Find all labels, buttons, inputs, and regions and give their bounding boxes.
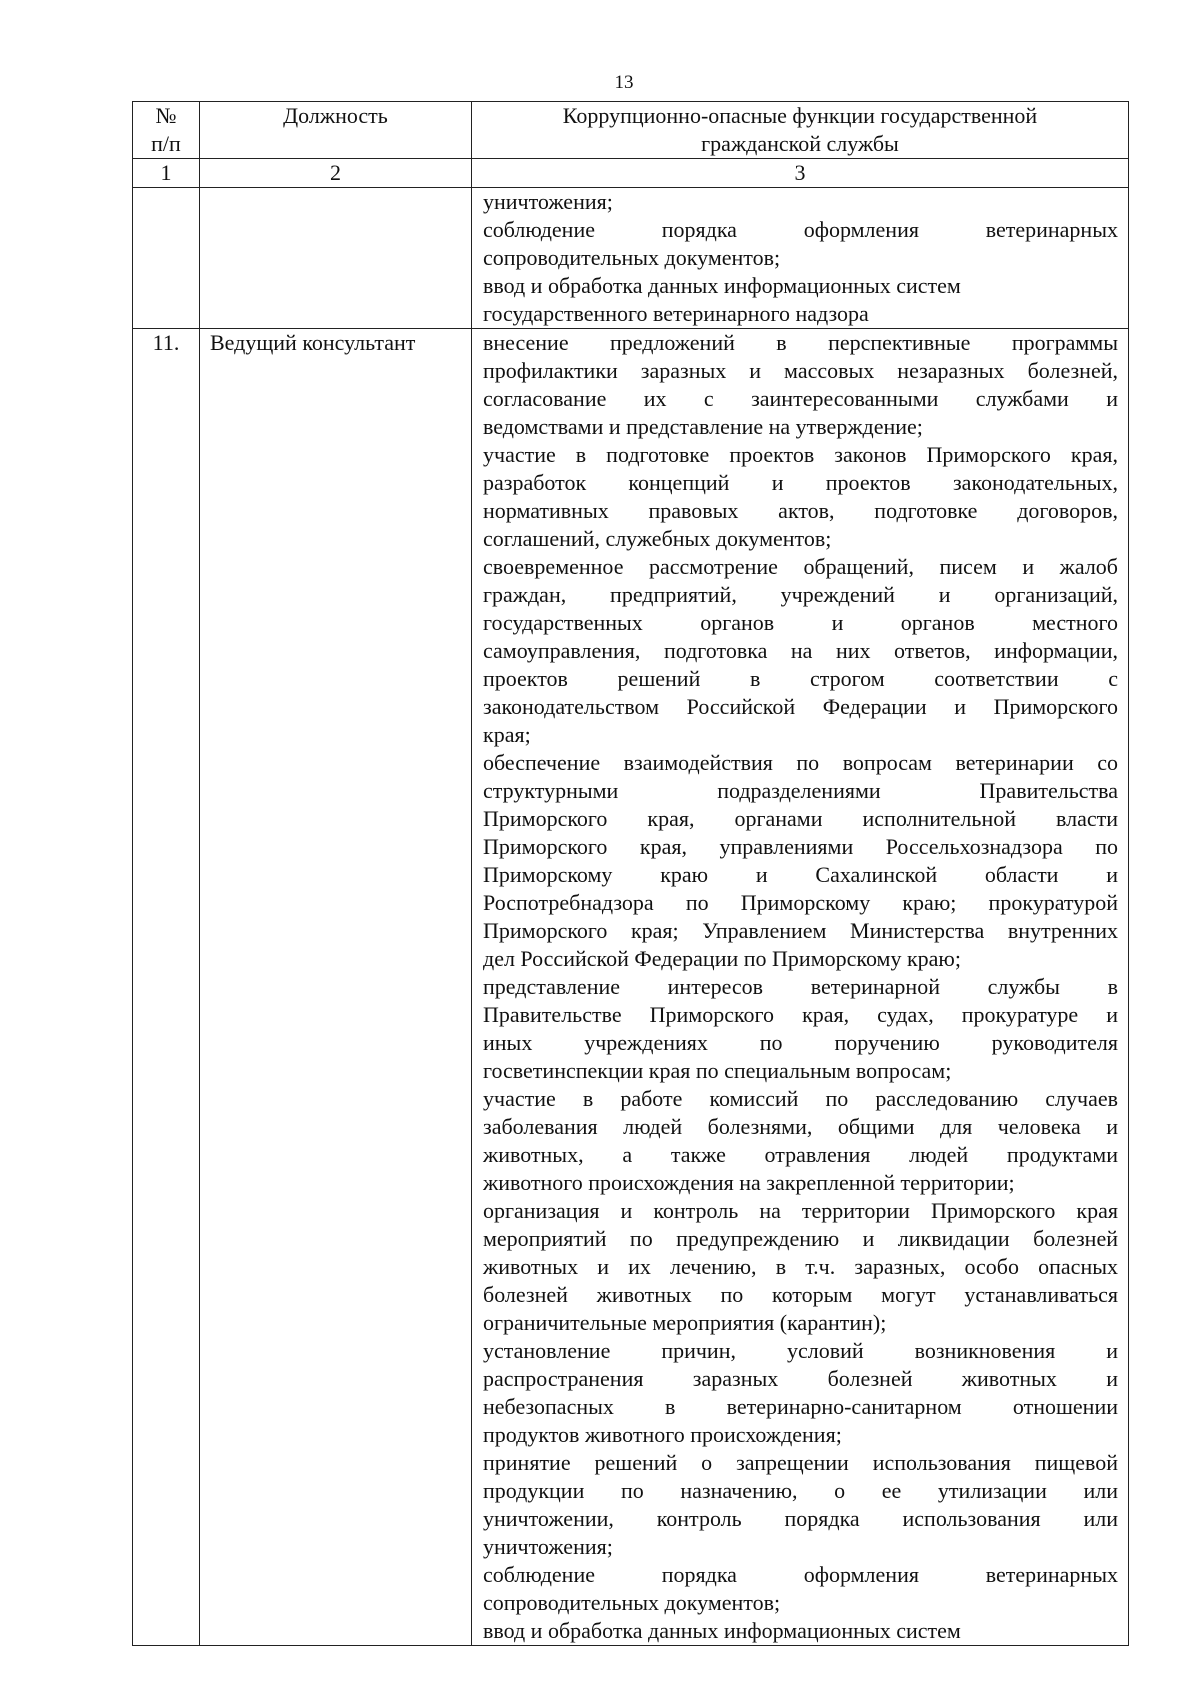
- function-line: соблюдение порядка оформления ветеринарных: [483, 1562, 1118, 1587]
- function-line: ведомствами и представление на утверждение;: [483, 414, 923, 439]
- function-line: распространения заразных болезней животных и: [483, 1366, 1118, 1391]
- function-line: принятие решений о запрещении использования пищевой: [483, 1450, 1118, 1475]
- header-number: [133, 102, 200, 159]
- function-line: заболевания людей болезнями, общими для человека и: [483, 1114, 1118, 1139]
- function-line: иных учреждениях по поручению руководителя: [483, 1030, 1118, 1055]
- page-number: 13: [614, 72, 634, 93]
- function-line: соблюдение порядка оформления ветеринарных: [483, 217, 1118, 242]
- function-line: самоуправления, подготовка на них ответов, информации,: [483, 638, 1118, 663]
- function-line: дел Российской Федерации по Приморскому краю;: [483, 946, 961, 971]
- function-line: участие в подготовке проектов законов Приморского края,: [483, 442, 1118, 467]
- header-position-label: Должность: [283, 103, 388, 128]
- function-line: государственных органов и органов местного: [483, 610, 1118, 635]
- function-line: Приморского края, управлениями Россельхознадзора по: [483, 834, 1118, 859]
- header-functions-line1: Коррупционно-опасные функции государственной: [562, 103, 1038, 128]
- function-line: уничтожения;: [483, 1534, 613, 1559]
- function-line: структурными подразделениями Правительства: [483, 778, 1118, 803]
- function-line: согласование их с заинтересованными службами и: [483, 386, 1118, 411]
- header-number-line1: №: [155, 103, 177, 128]
- table-row: [133, 188, 1129, 329]
- row-number: [133, 188, 200, 329]
- function-line: мероприятий по предупреждению и ликвидации болезней: [483, 1226, 1118, 1251]
- function-line: нормативных правовых актов, подготовке договоров,: [483, 498, 1118, 523]
- function-line: установление причин, условий возникновения и: [483, 1338, 1118, 1363]
- function-line: представление интересов ветеринарной службы в: [483, 974, 1118, 999]
- function-line: продукции по назначению, о ее утилизации или: [483, 1478, 1118, 1503]
- header-number-line2: п/п: [151, 131, 181, 156]
- function-line: животных, а также отравления людей продуктами: [483, 1142, 1118, 1167]
- column-number-3: 3: [472, 159, 1129, 188]
- function-line: уничтожения;: [483, 189, 613, 214]
- row-position: [200, 188, 472, 329]
- header-position: [200, 102, 472, 159]
- function-line: обеспечение взаимодействия по вопросам ветеринарии со: [483, 750, 1118, 775]
- column-number-2: 2: [200, 159, 472, 188]
- row-functions: [472, 188, 1129, 329]
- function-line: разработок концепций и проектов законодательных,: [483, 470, 1118, 495]
- column-number-row: [133, 159, 1129, 188]
- function-line: небезопасных в ветеринарно-санитарном отношении: [483, 1394, 1118, 1419]
- row-functions: [472, 329, 1129, 1646]
- function-line: профилактики заразных и массовых незаразных болезней,: [483, 358, 1118, 383]
- function-line: своевременное рассмотрение обращений, писем и жалоб: [483, 554, 1118, 579]
- function-line: организация и контроль на территории Приморского края: [483, 1198, 1118, 1223]
- table-body: [133, 188, 1129, 1646]
- corruption-functions-table: [132, 101, 1129, 1646]
- function-line: Роспотребнадзора по Приморскому краю; прокуратурой: [483, 890, 1118, 915]
- function-line: края;: [483, 722, 531, 747]
- table-row: [133, 329, 1129, 1646]
- table-header-row: [133, 102, 1129, 159]
- function-line: законодательством Российской Федерации и Приморского: [483, 694, 1118, 719]
- function-line: продуктов животного происхождения;: [483, 1422, 842, 1447]
- function-line: животного происхождения на закрепленной территории;: [483, 1170, 1015, 1195]
- function-line: ограничительные мероприятия (карантин);: [483, 1310, 887, 1335]
- function-line: Правительстве Приморского края, судах, прокуратуре и: [483, 1002, 1118, 1027]
- header-functions-line2: гражданской службы: [701, 131, 899, 156]
- function-line: сопроводительных документов;: [483, 1590, 781, 1615]
- function-line: болезней животных по которым могут устанавливаться: [483, 1282, 1118, 1307]
- function-line: животных и их лечению, в т.ч. заразных, особо опасных: [483, 1254, 1118, 1279]
- function-line: ввод и обработка данных информационных систем: [483, 1618, 961, 1643]
- function-line: уничтожении, контроль порядка использования или: [483, 1506, 1118, 1531]
- function-line: Приморского края; Управлением Министерства внутренних: [483, 918, 1118, 943]
- function-line: Приморского края, органами исполнительной власти: [483, 806, 1118, 831]
- function-line: Приморскому краю и Сахалинской области и: [483, 862, 1118, 887]
- function-line: участие в работе комиссий по расследованию случаев: [483, 1086, 1118, 1111]
- function-line: граждан, предприятий, учреждений и организаций,: [483, 582, 1118, 607]
- row-number: 11.: [133, 329, 200, 1646]
- function-line: государственного ветеринарного надзора: [483, 301, 869, 326]
- function-line: госветинспекции края по специальным вопросам;: [483, 1058, 952, 1083]
- header-functions: [472, 102, 1129, 159]
- function-line: проектов решений в строгом соответствии с: [483, 666, 1118, 691]
- column-number-1: 1: [133, 159, 200, 188]
- function-line: сопроводительных документов;: [483, 245, 781, 270]
- function-line: внесение предложений в перспективные программы: [483, 330, 1118, 355]
- function-line: ввод и обработка данных информационных систем: [483, 273, 961, 298]
- row-position: Ведущий консультант: [200, 329, 472, 1646]
- function-line: соглашений, служебных документов;: [483, 526, 832, 551]
